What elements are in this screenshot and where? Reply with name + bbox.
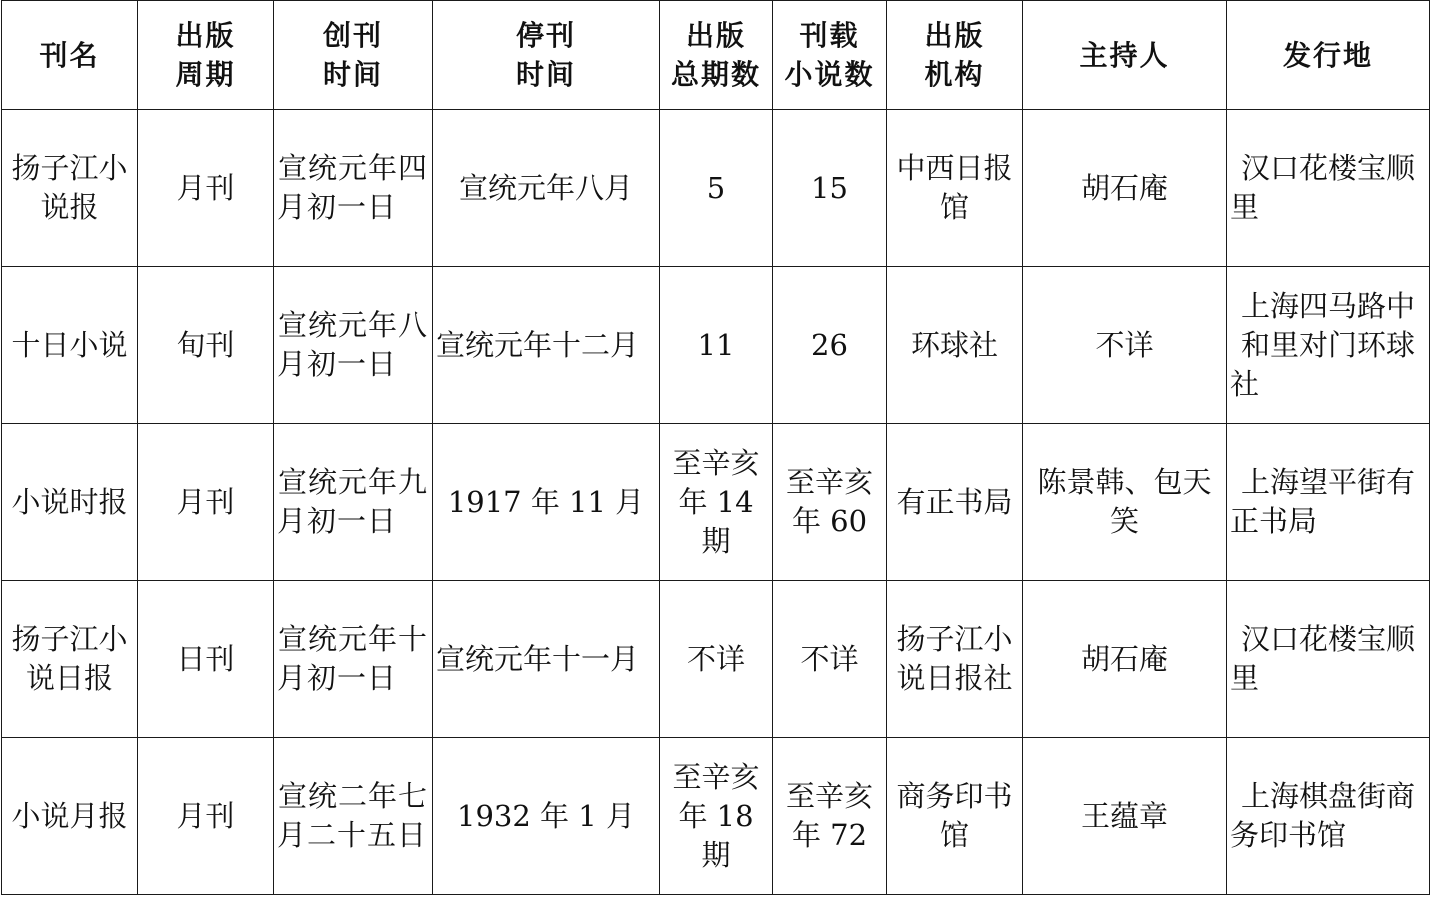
cell-issues: 不详 (660, 581, 773, 738)
cell-end: 宣统元年十一月 (433, 581, 660, 738)
cell-novels: 至辛亥年 72 (773, 738, 887, 895)
header-editor (1023, 1, 1227, 110)
table-body (2, 110, 1430, 895)
cell-start: 宣统二年七月二十五日 (274, 738, 433, 895)
header-end (433, 1, 660, 110)
cell-name: 扬子江小说报 (2, 110, 138, 267)
cell-end: 1917 年 11 月 (433, 424, 660, 581)
header-line: 出版 (175, 19, 236, 52)
cell-name: 扬子江小说日报 (2, 581, 138, 738)
cell-novels: 15 (773, 110, 887, 267)
cell-start: 宣统元年十月初一日 (274, 581, 433, 738)
cell-issues: 至辛亥年 18 期 (660, 738, 773, 895)
table-row (2, 738, 1430, 895)
table-header (2, 1, 1430, 110)
header-line: 小说数 (784, 58, 875, 91)
cell-cycle: 月刊 (138, 424, 274, 581)
cell-editor: 不详 (1023, 267, 1227, 424)
cell-novels: 至辛亥年 60 (773, 424, 887, 581)
header-line: 停刊 (515, 19, 576, 52)
cell-publisher: 扬子江小说日报社 (887, 581, 1023, 738)
cell-start: 宣统元年八月初一日 (274, 267, 433, 424)
cell-publisher: 有正书局 (887, 424, 1023, 581)
cell-cycle: 月刊 (138, 110, 274, 267)
header-start (274, 1, 433, 110)
cell-novels: 不详 (773, 581, 887, 738)
header-line: 时间 (322, 58, 383, 91)
cell-editor: 胡石庵 (1023, 581, 1227, 738)
cell-publisher: 环球社 (887, 267, 1023, 424)
header-line: 机构 (924, 58, 985, 91)
header-line: 发行地 (1282, 38, 1373, 72)
cell-end: 宣统元年十二月 (433, 267, 660, 424)
header-name (2, 1, 138, 110)
cell-location: 上海四马路中和里对门环球社 (1227, 267, 1430, 424)
table-row (2, 581, 1430, 738)
cell-end: 1932 年 1 月 (433, 738, 660, 895)
cell-issues: 至辛亥年 14 期 (660, 424, 773, 581)
table-row (2, 110, 1430, 267)
header-line: 周期 (175, 58, 236, 91)
header-row (2, 1, 1430, 110)
cell-name: 小说时报 (2, 424, 138, 581)
cell-location: 汉口花楼宝顺里 (1227, 110, 1430, 267)
header-issues (660, 1, 773, 110)
header-novels (773, 1, 887, 110)
header-publisher (887, 1, 1023, 110)
cell-editor: 王蕴章 (1023, 738, 1227, 895)
cell-publisher: 商务印书馆 (887, 738, 1023, 895)
periodicals-table (1, 0, 1430, 895)
cell-editor: 陈景韩、包天笑 (1023, 424, 1227, 581)
header-line: 出版 (685, 19, 746, 52)
cell-location: 汉口花楼宝顺里 (1227, 581, 1430, 738)
cell-location: 上海望平街有正书局 (1227, 424, 1430, 581)
cell-issues: 11 (660, 267, 773, 424)
header-location (1227, 1, 1430, 110)
cell-name: 小说月报 (2, 738, 138, 895)
cell-location: 上海棋盘街商务印书馆 (1227, 738, 1430, 895)
cell-cycle: 旬刊 (138, 267, 274, 424)
header-line: 时间 (515, 58, 576, 91)
header-line: 刊载 (799, 19, 860, 52)
cell-issues: 5 (660, 110, 773, 267)
cell-start: 宣统元年九月初一日 (274, 424, 433, 581)
header-cycle (138, 1, 274, 110)
cell-publisher: 中西日报馆 (887, 110, 1023, 267)
header-line: 主持人 (1079, 38, 1170, 72)
header-line: 总期数 (670, 58, 761, 91)
header-line: 刊名 (39, 38, 100, 72)
cell-editor: 胡石庵 (1023, 110, 1227, 267)
cell-start: 宣统元年四月初一日 (274, 110, 433, 267)
header-line: 创刊 (322, 19, 383, 52)
cell-name: 十日小说 (2, 267, 138, 424)
header-line: 出版 (924, 19, 985, 52)
cell-end: 宣统元年八月 (433, 110, 660, 267)
cell-novels: 26 (773, 267, 887, 424)
table-row (2, 424, 1430, 581)
table-row (2, 267, 1430, 424)
cell-cycle: 月刊 (138, 738, 274, 895)
cell-cycle: 日刊 (138, 581, 274, 738)
